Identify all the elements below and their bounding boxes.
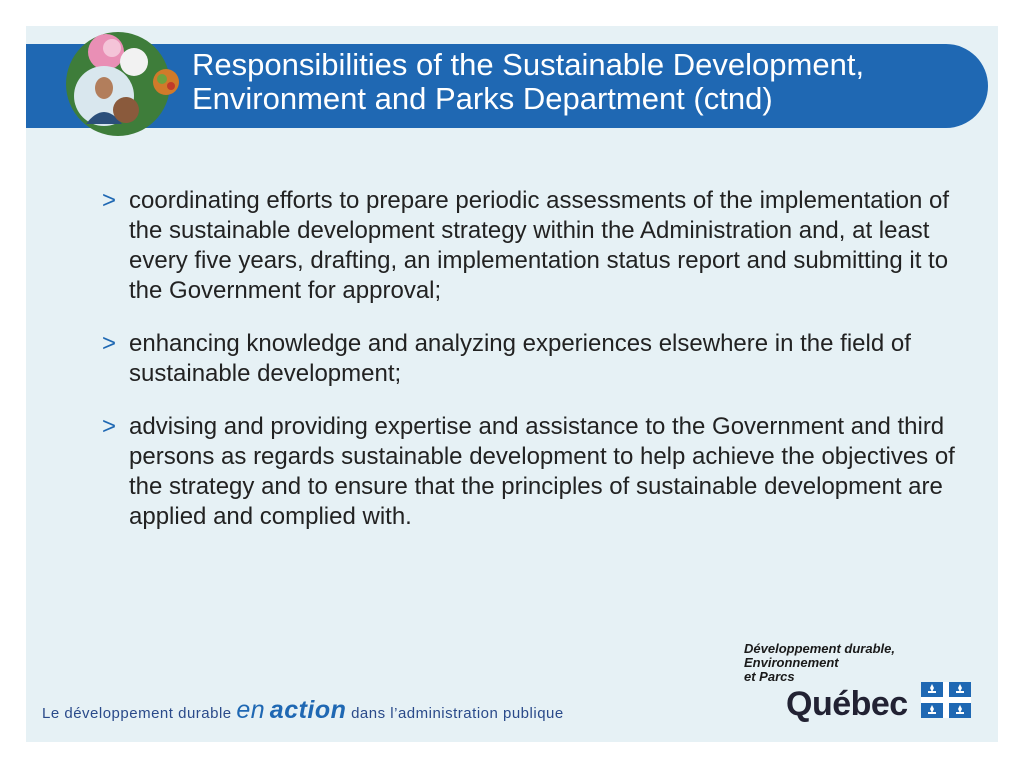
- header-photo-collage: [56, 28, 186, 140]
- bullet-item: [102, 412, 972, 532]
- bullet-list: [102, 186, 972, 555]
- quebec-wordmark: Québec: [786, 685, 908, 723]
- bullet-text: enhancing knowledge and analyzing experiences elsewhere in the field of sustainable development;: [129, 330, 911, 387]
- bullet-item: [102, 186, 972, 306]
- tagline-start: Le développement durable: [42, 705, 232, 722]
- slide: [26, 26, 998, 742]
- footer-tagline: [42, 696, 564, 725]
- title-line-2: Environment and Parks Department (ctnd): [192, 81, 773, 116]
- bullet-text: coordinating efforts to prepare periodic assessments of the implementation of the sustainable development strategy within the Administration and, at least every five years, drafting, an implementation status report and submitting it to the Government for approval;: [129, 187, 950, 304]
- tagline-end: dans l’administration publique: [351, 705, 564, 722]
- department-line-3: et Parcs: [744, 669, 795, 684]
- department-line-2: Environnement: [744, 655, 839, 670]
- bullet-marker: >: [102, 187, 117, 214]
- slide-title: [192, 48, 982, 116]
- tagline-en: en: [236, 696, 266, 724]
- title-line-1: Responsibilities of the Sustainable Development,: [192, 47, 865, 82]
- tagline-action: action: [269, 696, 347, 724]
- bullet-item: [102, 329, 972, 389]
- department-line-1: Développement durable,: [744, 641, 895, 656]
- bullet-marker: >: [102, 330, 117, 357]
- bullet-marker: >: [102, 413, 117, 440]
- quebec-flag-icon: [921, 682, 971, 718]
- bullet-text: advising and providing expertise and assistance to the Government and third persons as regards sustainable development to help achieve the objectives of the strategy and to ensure that the principles of sustainable development are applied and complied with.: [129, 413, 955, 530]
- department-name: [744, 642, 895, 684]
